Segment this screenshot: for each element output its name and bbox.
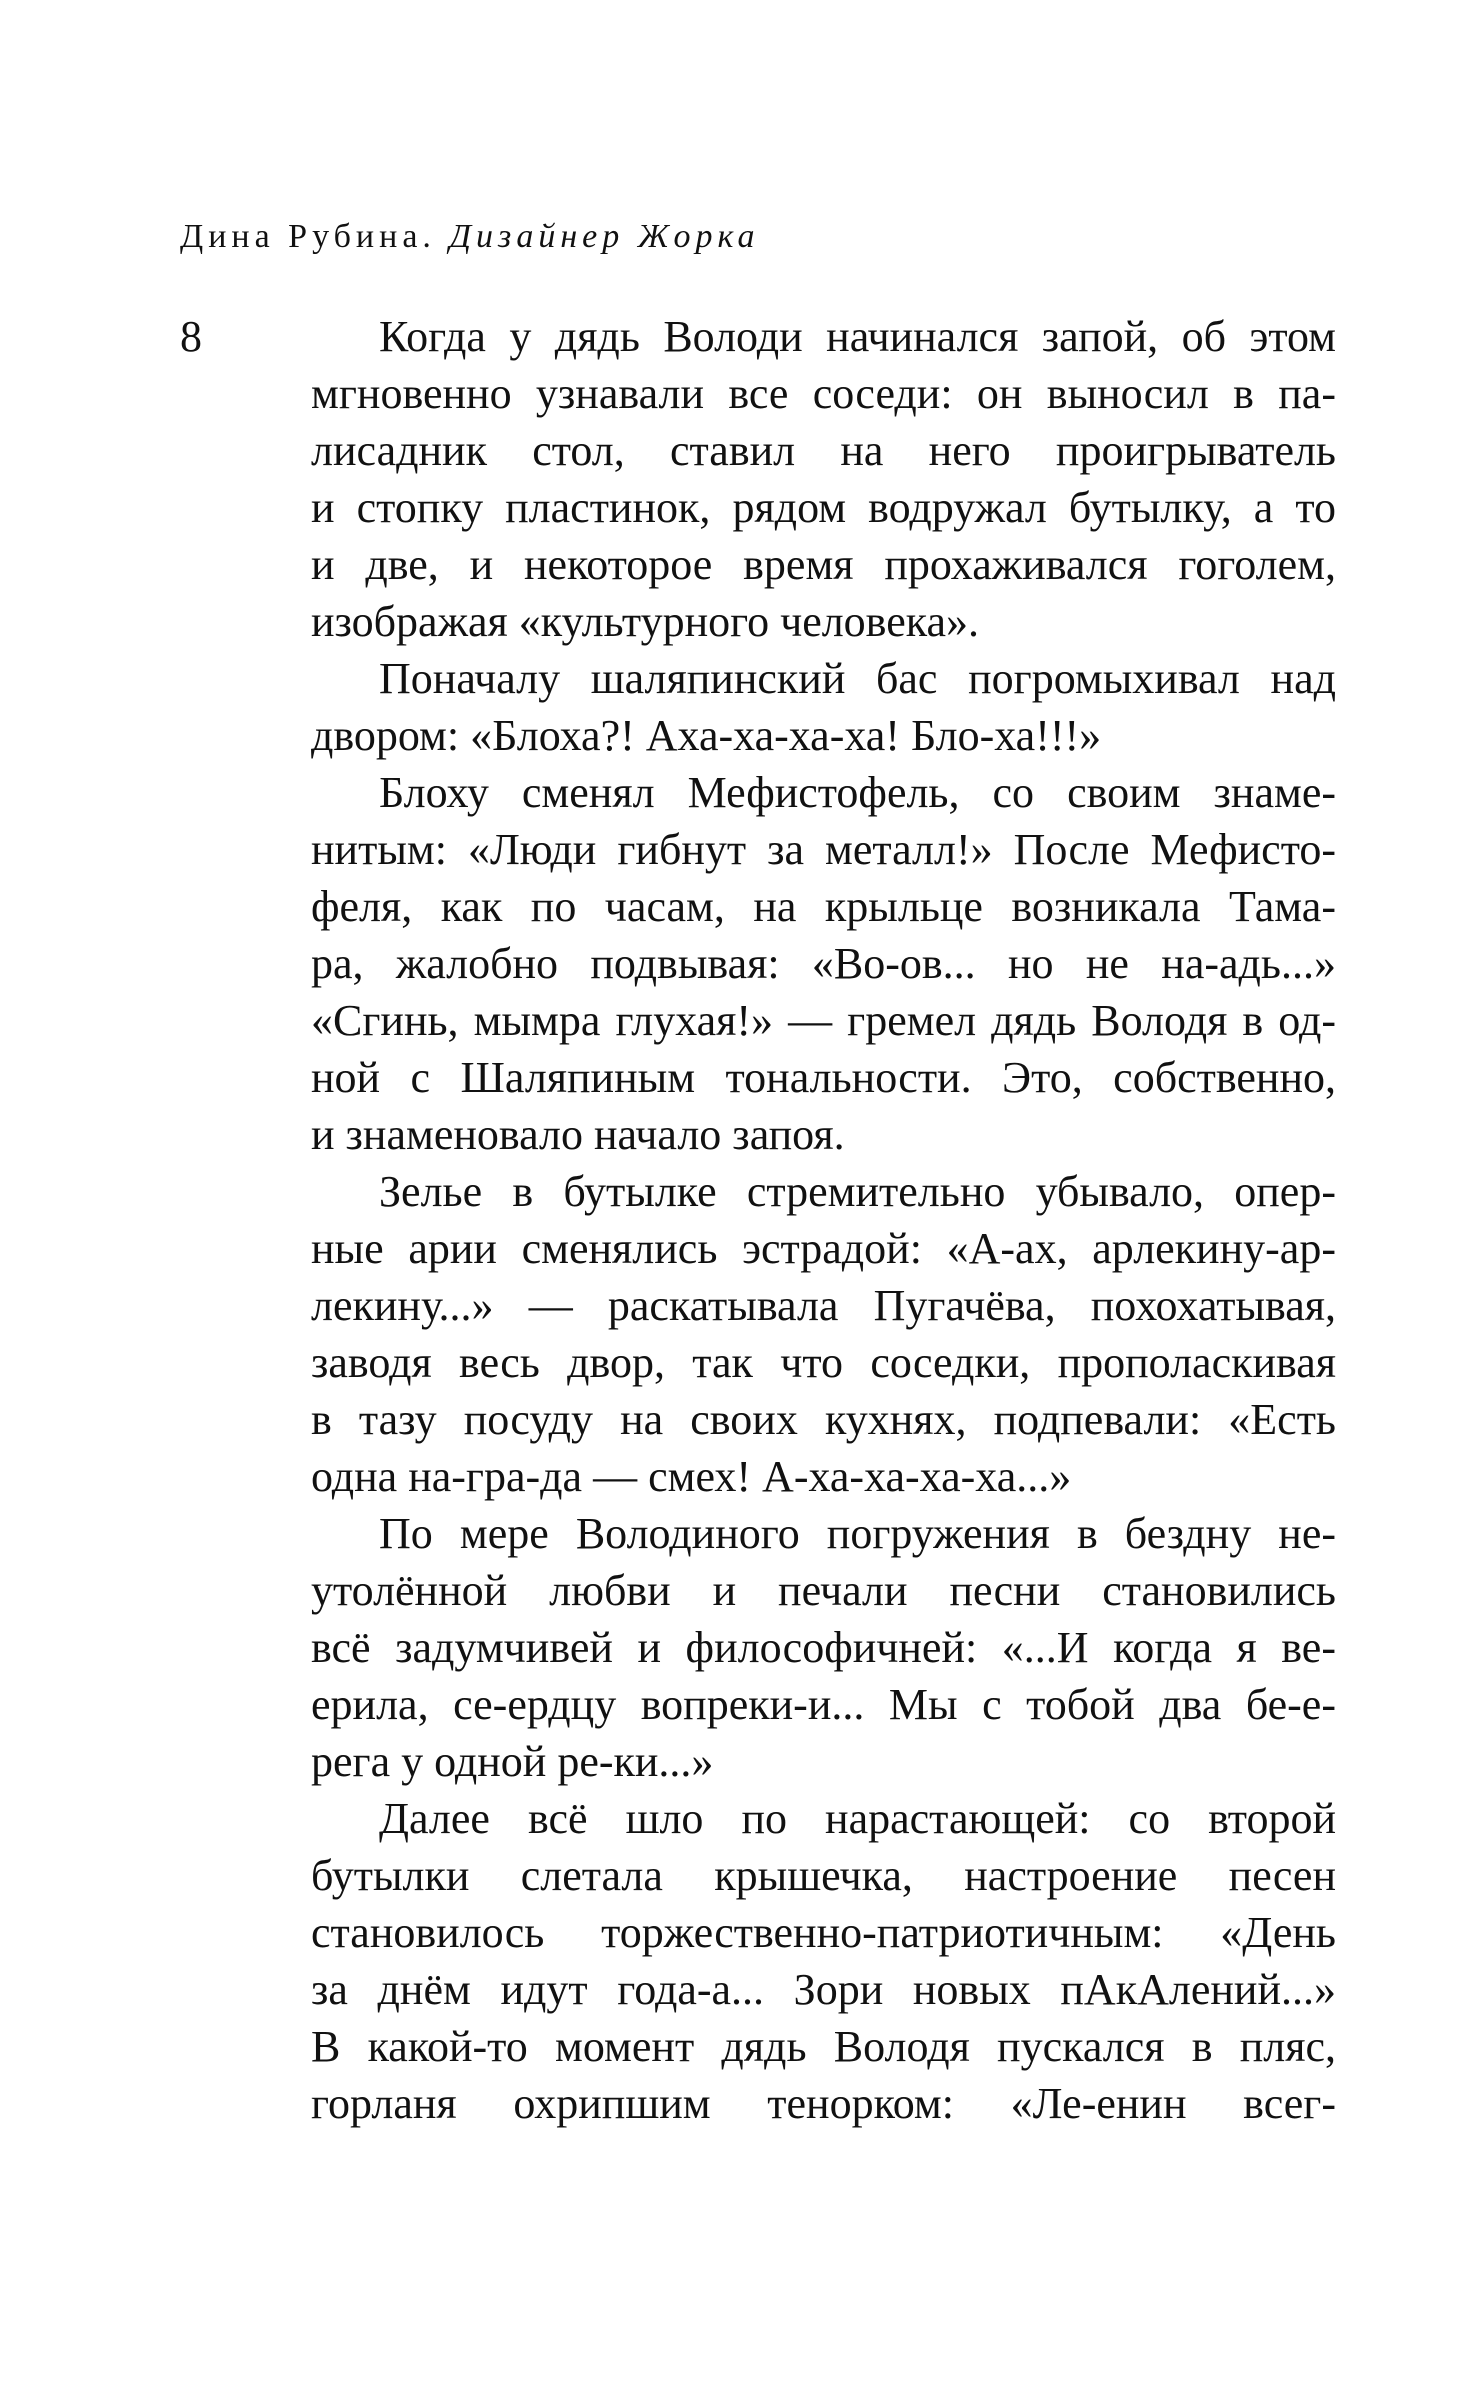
text-line: становилось торжественно-патриотичным: «День <box>311 1908 1336 1957</box>
text-line: бутылки слетала крышечка, настроение песен <box>311 1851 1336 1900</box>
running-head <box>180 218 760 256</box>
text-line: горланя охрипшим тенорком: «Ле-енин всег- <box>311 2079 1336 2128</box>
text-line: в тазу посуду на своих кухнях, подпевали: «Есть <box>311 1395 1336 1444</box>
text-line: Зелье в бутылке стремительно убывало, опер- <box>379 1167 1336 1216</box>
text-line: лисадник стол, ставил на него проигрыватель <box>311 426 1336 475</box>
paragraph <box>311 764 1336 1163</box>
text-line: всё задумчивей и философичней: «...И когда я ве- <box>311 1623 1336 1672</box>
text-line: и две, и некоторое время прохаживался гоголем, <box>311 540 1336 589</box>
text-line: за днём идут года-а... Зори новых пАкАлений...» <box>311 1965 1336 2014</box>
text-line: Когда у дядь Володи начинался запой, об этом <box>379 312 1336 361</box>
paragraph <box>311 650 1336 764</box>
text-line: ра, жалобно подвывая: «Во-ов... но не на-адь...» <box>311 939 1336 988</box>
paragraph <box>311 308 1336 650</box>
text-line: ерила, се-ердцу вопреки-и... Мы с тобой два бе-е- <box>311 1680 1336 1729</box>
text-line: ные арии сменялись эстрадой: «А-ах, арлекину-ар- <box>311 1224 1336 1273</box>
text-line: лекину...» — раскатывала Пугачёва, похохатывая, <box>311 1281 1336 1330</box>
paragraph <box>311 1790 1336 2132</box>
page-number: 8 <box>180 312 202 361</box>
text-line: и знаменовало начало запоя. <box>311 1110 845 1159</box>
text-line: двором: «Блоха?! Аха-ха-ха-ха! Бло-ха!!!» <box>311 711 1102 760</box>
text-line: нитым: «Люди гибнут за металл!» После Мефисто- <box>311 825 1336 874</box>
text-line: мгновенно узнавали все соседи: он выносил в па- <box>311 369 1336 418</box>
paragraph <box>311 1163 1336 1505</box>
text-line: Далее всё шло по нарастающей: со второй <box>379 1794 1336 1843</box>
text-line: «Сгинь, мымра глухая!» — гремел дядь Володя в од- <box>311 996 1336 1045</box>
text-line: одна на-гра-да — смех! А-ха-ха-ха-ха...» <box>311 1452 1072 1501</box>
text-line: заводя весь двор, так что соседки, прополаскивая <box>311 1338 1336 1387</box>
paragraph <box>311 1505 1336 1790</box>
body-text <box>311 308 1336 2132</box>
text-line: По мере Володиного погружения в бездну не- <box>379 1509 1336 1558</box>
text-line: феля, как по часам, на крыльце возникала Тама- <box>311 882 1336 931</box>
text-line: утолённой любви и печали песни становились <box>311 1566 1336 1615</box>
text-line: Поначалу шаляпинский бас погромыхивал над <box>379 654 1336 703</box>
text-line: и стопку пластинок, рядом водружал бутылку, а то <box>311 483 1336 532</box>
running-head-author: Дина Рубина. <box>180 218 436 255</box>
text-line: ной с Шаляпиным тональности. Это, собственно, <box>311 1053 1336 1102</box>
text-line: В какой-то момент дядь Володя пускался в пляс, <box>311 2022 1336 2071</box>
text-line: изображая «культурного человека». <box>311 597 979 646</box>
running-head-title: Дизайнер Жорка <box>449 218 760 255</box>
text-line: Блоху сменял Мефистофель, со своим знаме- <box>379 768 1336 817</box>
text-line: рега у одной ре-ки...» <box>311 1737 714 1786</box>
